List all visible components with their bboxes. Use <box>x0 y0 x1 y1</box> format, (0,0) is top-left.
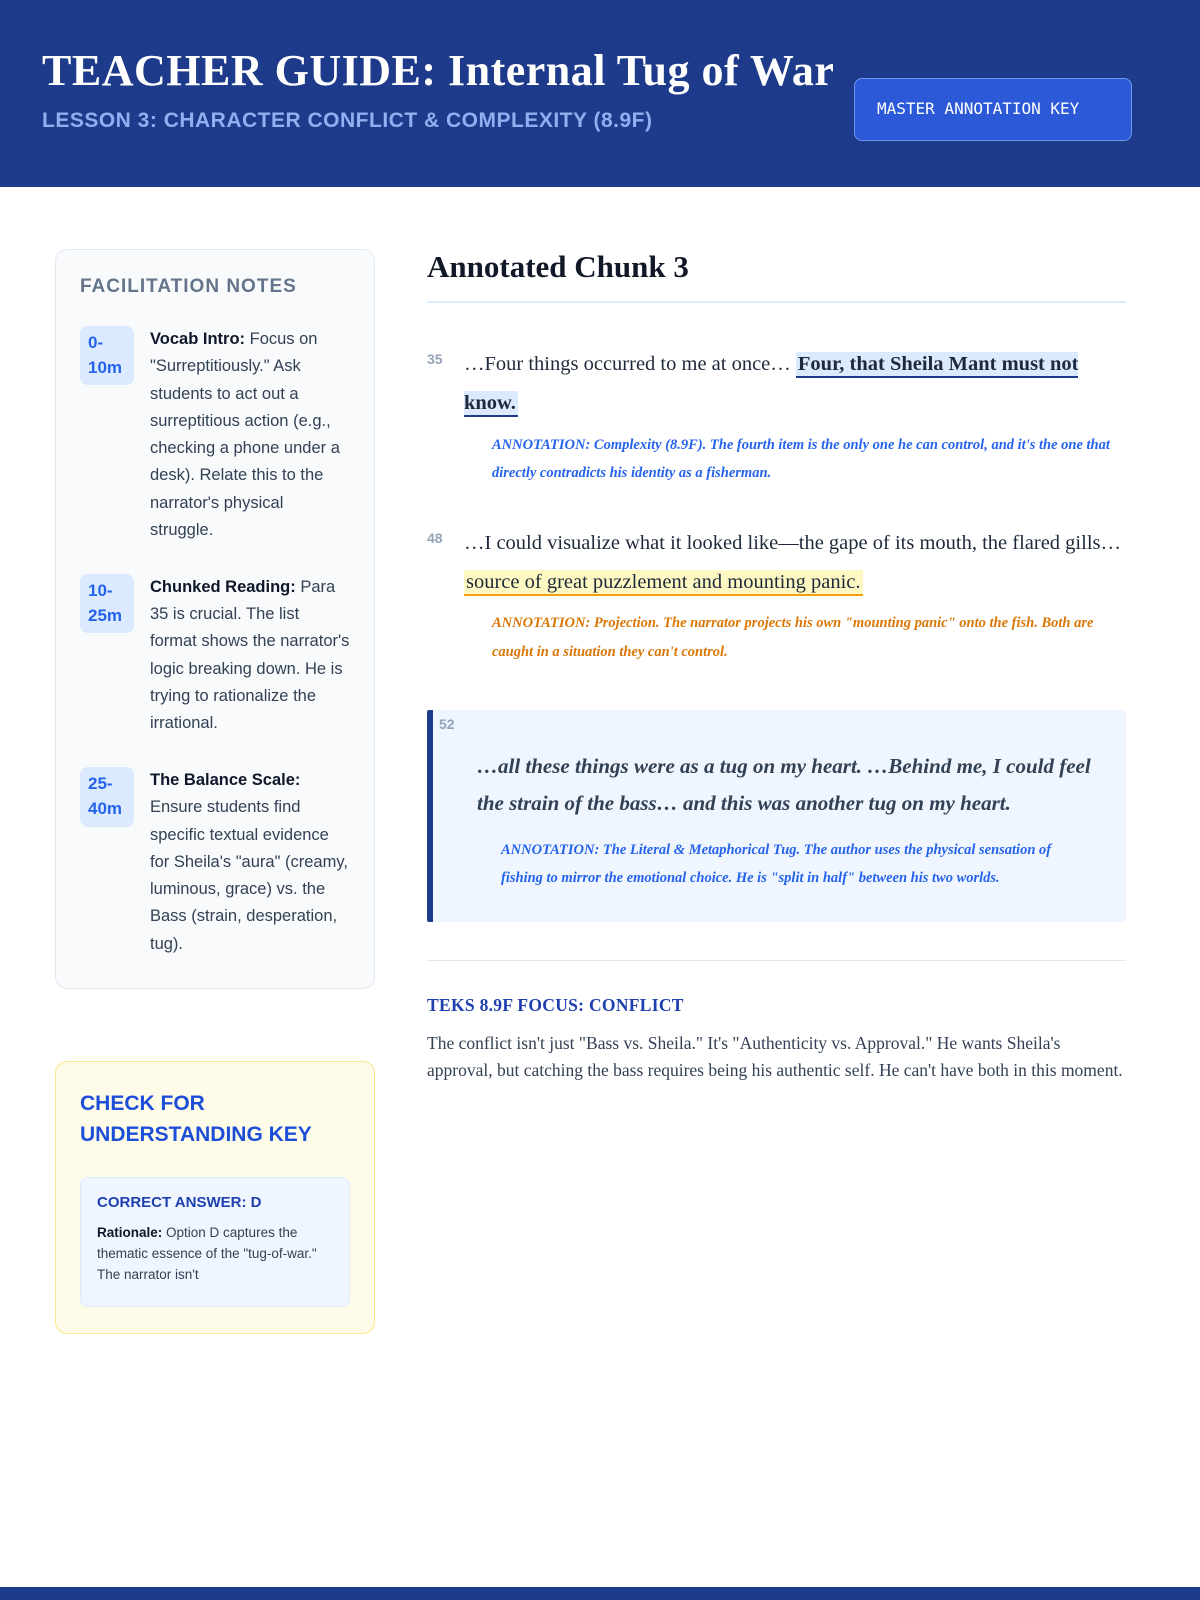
facilitation-item-text <box>150 574 350 737</box>
paragraph-body <box>464 524 1126 666</box>
annotation-tug: ANNOTATION: The Literal & Metaphorical Tug. The author uses the physical sensation of fishing to mirror the emotional choice. He is "split in half" between his two worlds. <box>501 841 1052 886</box>
facilitation-item-body: Para 35 is crucial. The list format shows the narrator's logic breaking down. He is trying to rationalize the irrational. <box>150 577 350 733</box>
sidebar <box>55 249 375 1333</box>
facilitation-item-lead: The Balance Scale: <box>150 771 301 790</box>
answer-rationale <box>97 1223 333 1286</box>
teks-focus-heading: TEKS 8.9F FOCUS: CONFLICT <box>427 995 684 1016</box>
line-number: 48 <box>427 529 443 546</box>
yellow-highlight: source of great puzzlement and mounting panic. <box>464 570 863 596</box>
quote-text: …all these things were as a tug on my heart. …Behind me, I could feel the strain of the bass… and this was another tug on my heart. <box>477 754 1091 815</box>
page-title: TEACHER GUIDE: Internal Tug of War <box>42 46 835 95</box>
paragraph-text <box>464 524 1126 602</box>
line-number: 52 <box>439 716 455 732</box>
header <box>0 0 1200 187</box>
annotated-paragraph-35 <box>427 345 1126 487</box>
facilitation-item-lead: Chunked Reading: <box>150 577 296 596</box>
content-area <box>0 187 1200 1333</box>
quote-block-52 <box>427 710 1126 922</box>
rationale-lead: Rationale: <box>97 1224 163 1240</box>
annotated-paragraph-48 <box>427 524 1126 666</box>
annotation-projection: ANNOTATION: Projection. The narrator projects his own "mounting panic" onto the fish. Both are caught in a situation they can't control. <box>492 615 1094 660</box>
facilitation-notes-card <box>55 249 375 989</box>
facilitation-item-text <box>150 767 350 958</box>
facilitation-item-body: Ensure students find specific textual evidence for Sheila's "aura" (creamy, luminous, grace) vs. the Bass (strain, desperation, tug). <box>150 798 348 953</box>
teks-focus-text: The conflict isn't just "Bass vs. Sheila." It's "Authenticity vs. Approval." He wants Sheila's approval, but catching the bass requires being his authentic self. He can't have both in this moment. <box>427 1033 1123 1081</box>
time-badge: 10-25m <box>80 574 134 633</box>
rationale-body: Option D captures the thematic essence of the "tug-of-war." The narrator isn't <box>97 1224 317 1282</box>
blue-highlight: Four, that Sheila Mant must not know. <box>464 352 1078 417</box>
correct-answer-label: CORRECT ANSWER: D <box>97 1193 262 1211</box>
paragraph-text <box>464 345 1126 423</box>
facilitation-item <box>80 326 350 544</box>
master-annotation-key-button[interactable]: MASTER ANNOTATION KEY <box>854 78 1132 141</box>
time-badge: 0-10m <box>80 326 134 385</box>
check-for-understanding-heading: CHECK FOR UNDERSTANDING KEY <box>80 1091 312 1147</box>
lesson-subtitle: LESSON 3: CHARACTER CONFLICT & COMPLEXITY (8.9F) <box>42 109 653 133</box>
facilitation-item <box>80 574 350 737</box>
line-number: 35 <box>427 351 443 368</box>
facilitation-item-text <box>150 326 350 544</box>
facilitation-notes-heading: FACILITATION NOTES <box>80 276 297 298</box>
section-divider <box>427 960 1126 961</box>
facilitation-item-body: Focus on "Surreptitiously." Ask students to act out a surreptitious action (e.g., checking a phone under a desk). Relate this to the narrator's physical struggle. <box>150 330 340 539</box>
facilitation-item <box>80 767 350 958</box>
correct-answer-box <box>80 1177 350 1307</box>
annotation-complexity: ANNOTATION: Complexity (8.9F). The fourth item is the only one he can control, and it's the one that directly contradicts his identity as a fisherman. <box>492 437 1110 482</box>
check-for-understanding-card <box>55 1061 375 1334</box>
chunk-title: Annotated Chunk 3 <box>427 249 1126 303</box>
footer-strip <box>0 1587 1200 1600</box>
main-content <box>427 249 1126 1333</box>
paragraph-body <box>464 345 1126 487</box>
facilitation-item-lead: Vocab Intro: <box>150 330 246 349</box>
paragraph-pre-text: …Four things occurred to me at once… <box>464 353 796 376</box>
time-badge: 25-40m <box>80 767 134 826</box>
paragraph-pre-text: …I could visualize what it looked like—the gape of its mouth, the flared gills… <box>464 531 1121 554</box>
